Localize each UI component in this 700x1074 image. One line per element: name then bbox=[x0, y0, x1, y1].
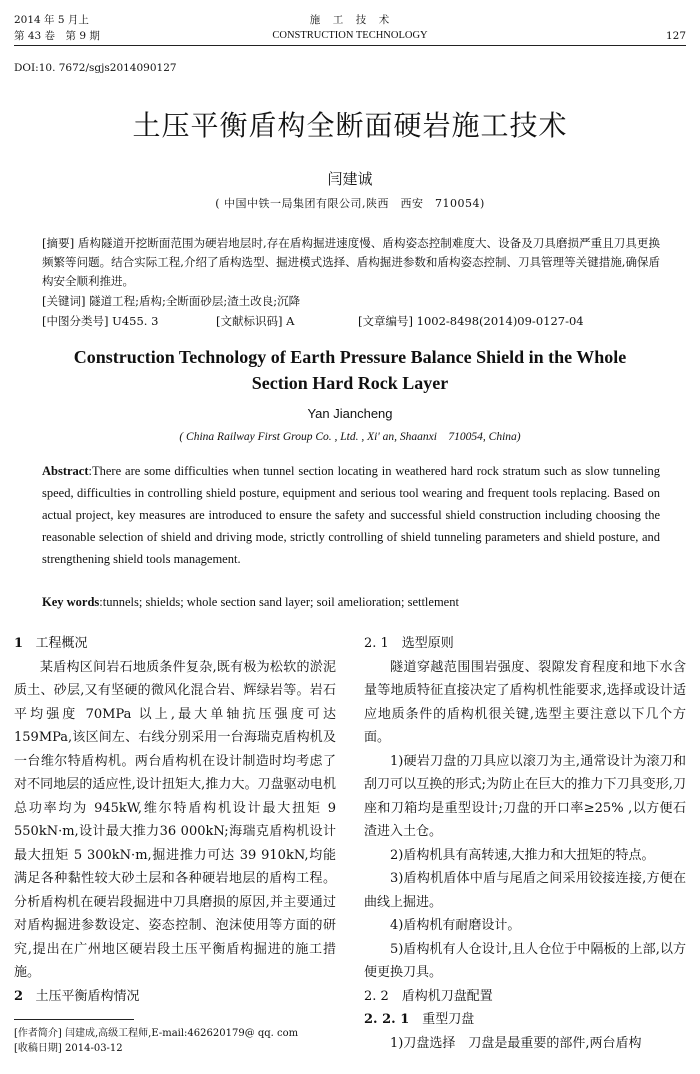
volume-issue: 第 43 卷 第 9 期 bbox=[14, 30, 100, 42]
author-cn: 闫建诚 bbox=[327, 170, 373, 188]
doi: DOI:10. 7672/sgjs2014090127 bbox=[14, 62, 177, 74]
cutterhead-paragraph: 1)刀盘选择 刀盘是最重要的部件,两台盾构 bbox=[390, 1035, 642, 1051]
author-en: Yan Jiancheng bbox=[307, 406, 393, 421]
title-cn: 土压平衡盾构全断面硬岩施工技术 bbox=[132, 109, 568, 142]
keywords-en-text: :tunnels; shields; whole section sand layer; soil amelioration; settlement bbox=[99, 595, 459, 609]
abstract-cn bbox=[42, 234, 660, 291]
principle-item-1: 1)硬岩刀盘的刀具应以滚刀为主,通常设计为滚刀和刮刀可以互换的形式;为防止在巨大的推力下刀具变形,刀座和刀箱均是重型设计;刀盘的开口率≥25% ,以方便石渣进入土仓。 bbox=[364, 753, 686, 839]
article-number bbox=[358, 312, 584, 331]
header-rule bbox=[14, 45, 686, 46]
footnote-date bbox=[14, 1041, 344, 1056]
journal-name-en: CONSTRUCTION TECHNOLOGY bbox=[272, 30, 428, 41]
principle-item-5: 5)盾构机有人仓设计,且人仓位于中隔板的上部,以方便更换刀具。 bbox=[364, 941, 686, 980]
keywords-cn-label: [关键词] bbox=[42, 294, 86, 308]
doc-label: [文献标识码] bbox=[216, 314, 283, 328]
issue-date: 2014 年 5 月上 bbox=[14, 14, 89, 26]
section-1-paragraph: 某盾构区间岩石地质条件复杂,既有极为松软的淤泥质土、砂层,又有坚硬的微风化混合岩、辉绿岩等。岩石平均强度 70MPa 以上,最大单轴抗压强度可达 159MPa,该区间左、右线分别采用一台海瑞克盾构机及一台维尔特盾构机。两台盾构机在设计制造时均考虑了对不同地层的适应性,设计扭矩大,推力大。刀盘驱动电机总功率均为 945kW,维尔特盾构机设计最大扭矩 9 550kN·m,设计最大推力36 000kN;海瑞克盾构机设计最大扭矩 5 300kN·m,掘进推力可达 39 910kN,均能满足各种黏性较大砂土层和各种硬岩地层的盾构工程。分析盾构机在硬岩段掘进中刀具磨损的原因,并主要通过对盾构掘进参数设定、姿态控制、泡沫使用等方面的研究,提出在广州地区硬岩段土压平衡盾构掘进的施工措施。 bbox=[14, 659, 336, 980]
abstract-en-label: Abstract bbox=[42, 464, 89, 478]
clc-number bbox=[42, 312, 158, 331]
footnote-author-label: [作者简介] bbox=[14, 1028, 62, 1039]
footnote-date-label: [收稿日期] bbox=[14, 1043, 62, 1054]
footnote-date-text: 2014-03-12 bbox=[65, 1043, 123, 1054]
abstract-en-text: :There are some difficulties when tunnel section locating in weathered hard rock stratum such as slow tunneling speed, difficulties in controlling shield posture, equipment and serious tool wearing and frequent tools replacing. Based on actual project, key measures are introduced to ensure the safety and successful shield construction including choosing the reasonable selection of shield and driving mode, strictly controlling of shield tunneling parameters and shield posture, and strengthening shield tools management. bbox=[42, 464, 660, 566]
art-label: [文章编号] bbox=[358, 314, 413, 328]
title-en: Construction Technology of Earth Pressure Balance Shield in the Whole Section Hard Rock Layer bbox=[73, 347, 627, 393]
selection-principle-paragraph: 隧道穿越范围围岩强度、裂隙发育程度和地下水含量等地质特征直接决定了盾构机性能要求,选择或设计适应地质条件的盾构机很关键,选型主要注意以下几个方面。 bbox=[364, 659, 686, 745]
affiliation-en: ( China Railway First Group Co. , Ltd. , Xi' an, Shaanxi 710054, China) bbox=[179, 431, 521, 443]
art-value: 1002-8498(2014)09-0127-04 bbox=[416, 314, 584, 328]
section-1-title: 工程概况 bbox=[35, 636, 88, 651]
section-2-number: 2 bbox=[14, 988, 24, 1004]
keywords-en-label: Key words bbox=[42, 595, 100, 609]
clc-value: U455. 3 bbox=[112, 314, 159, 328]
section-2-2-heading: 2. 2 盾构机刀盘配置 bbox=[364, 988, 493, 1004]
keywords-en bbox=[42, 595, 660, 610]
page-number: 127 bbox=[665, 30, 686, 42]
footnote-author bbox=[14, 1026, 344, 1041]
section-2-1-heading: 2. 1 选型原则 bbox=[364, 636, 454, 651]
footnote-author-text: 闫建成,高级工程师,E-mail:462620179@ qq. com bbox=[65, 1028, 299, 1039]
section-2-title: 土压平衡盾构情况 bbox=[35, 988, 140, 1004]
footnote-rule bbox=[14, 1019, 134, 1020]
section-1-number: 1 bbox=[14, 636, 24, 651]
section-2-2-1-heading bbox=[364, 1008, 686, 1032]
doc-value: A bbox=[286, 314, 295, 328]
affiliation-cn: ( 中国中铁一局集团有限公司,陕西 西安 710054) bbox=[215, 197, 485, 210]
abstract-cn-label: [摘要] bbox=[42, 236, 75, 250]
right-column bbox=[364, 632, 686, 1055]
principle-item-4: 4)盾构机有耐磨设计。 bbox=[390, 918, 521, 933]
section-2-heading bbox=[14, 985, 336, 1009]
keywords-cn bbox=[42, 292, 660, 311]
section-1-heading bbox=[14, 632, 336, 656]
section-2-2-1-number: 2. 2. 1 bbox=[364, 1012, 410, 1027]
keywords-cn-text: 隧道工程;盾构;全断面砂层;渣土改良;沉降 bbox=[89, 294, 301, 308]
journal-name-cn: 施 工 技 术 bbox=[309, 14, 391, 26]
principle-item-2: 2)盾构机具有高转速,大推力和大扭矩的特点。 bbox=[390, 847, 655, 863]
principle-item-3: 3)盾构机盾体中盾与尾盾之间采用铰接连接,方便在曲线上掘进。 bbox=[364, 871, 686, 910]
footnote bbox=[14, 1026, 344, 1056]
section-2-2-1-title: 重型刀盘 bbox=[409, 1012, 475, 1027]
abstract-cn-text: 盾构隧道开挖断面范围为硬岩地层时,存在盾构掘进速度慢、盾构姿态控制难度大、设备及刀具磨损严重且刀具更换频繁等问题。结合实际工程,介绍了盾构选型、掘进模式选择、盾构掘进参数和盾构姿态控制、刀具管理等关键措施,确保盾构安全顺利推进。 bbox=[42, 236, 661, 288]
doc-code bbox=[216, 312, 294, 331]
clc-label: [中图分类号] bbox=[42, 314, 109, 328]
abstract-en bbox=[42, 460, 660, 570]
left-column bbox=[14, 632, 336, 1008]
